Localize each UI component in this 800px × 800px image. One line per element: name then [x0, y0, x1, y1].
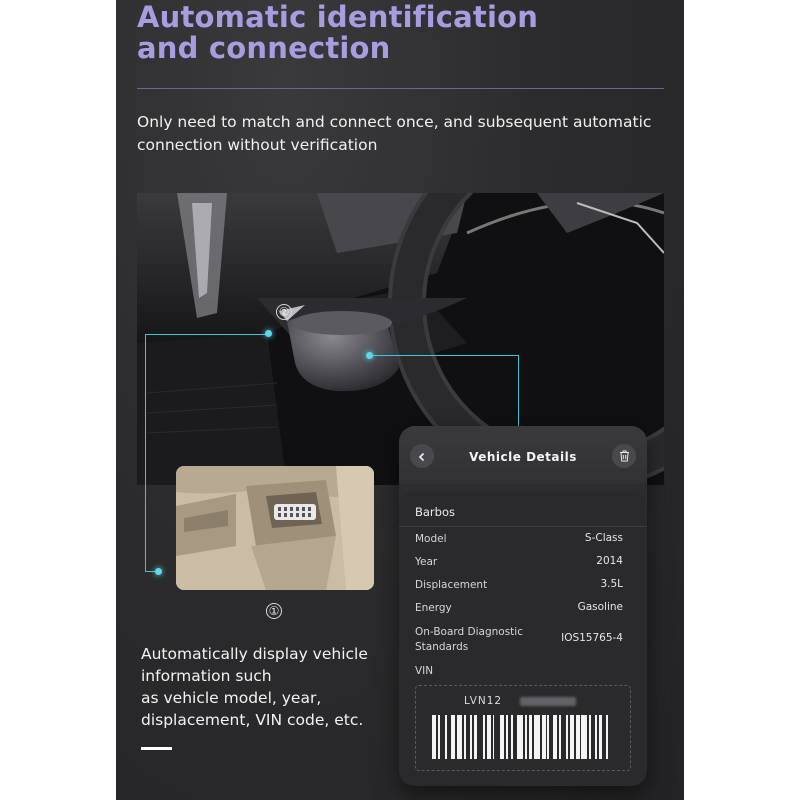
obd-standard-value: IOS15765-4: [561, 632, 623, 644]
model-value: S-Class: [584, 532, 623, 544]
screen-header: [399, 426, 647, 484]
obd-standard-label: [415, 625, 523, 655]
year-label: Year: [415, 556, 438, 568]
vin-redacted: [520, 697, 576, 706]
headline-divider: [137, 88, 664, 89]
obd-standard-label-line-1: On-Board Diagnostic: [415, 626, 523, 638]
obd-port-photo: [176, 466, 374, 590]
vehicle-details-screen: [399, 426, 647, 786]
callout-dot-device: [366, 352, 373, 359]
displacement-label: Displacement: [415, 579, 488, 591]
callout-line-2-v: [145, 334, 146, 572]
obd-standard-label-line-2: Standards: [415, 641, 469, 653]
displacement-value: 3.5L: [600, 578, 623, 590]
energy-label: Energy: [415, 602, 452, 614]
subtitle-line-2: connection without verification: [137, 136, 378, 154]
model-label: Model: [415, 533, 447, 545]
headline: [137, 2, 538, 64]
vehicle-name: Barbos: [415, 505, 455, 519]
subtitle-line-1: Only need to match and connect once, and subsequent automatic: [137, 113, 652, 131]
obd-port-illustration: [176, 466, 374, 590]
description-line-2: information such: [141, 667, 272, 685]
accent-bar: [141, 747, 172, 750]
vin-barcode: [432, 715, 614, 759]
feature-description: [141, 643, 371, 731]
barcode-stripe: [608, 715, 614, 759]
callout-number-1: ①: [266, 603, 282, 619]
delete-button[interactable]: [612, 444, 636, 468]
callout-line-3-h: [370, 355, 518, 356]
product-panel: [116, 0, 684, 800]
vin-barcode-box: [415, 685, 631, 771]
callout-number-2: ②: [276, 304, 292, 320]
headline-line-2: and connection: [137, 31, 391, 65]
description-line-4: displacement, VIN code, etc.: [141, 711, 364, 729]
description-line-3: as vehicle model, year,: [141, 689, 322, 707]
vin-label: VIN: [415, 665, 434, 677]
vin-value: LVN12: [464, 695, 503, 707]
card-separator: [399, 526, 647, 527]
year-value: 2014: [596, 555, 623, 567]
callout-line-2-h: [145, 334, 269, 335]
screen-title: Vehicle Details: [469, 450, 577, 464]
callout-dot-inset: [155, 568, 162, 575]
headline-line-1: Automatic identification: [137, 0, 539, 34]
description-line-1: Automatically display vehicle: [141, 645, 368, 663]
trash-icon: [619, 447, 630, 466]
energy-value: Gasoline: [577, 601, 623, 613]
callout-dot-port: [265, 330, 272, 337]
vehicle-info-card: [399, 492, 647, 786]
subtitle: [137, 111, 657, 157]
